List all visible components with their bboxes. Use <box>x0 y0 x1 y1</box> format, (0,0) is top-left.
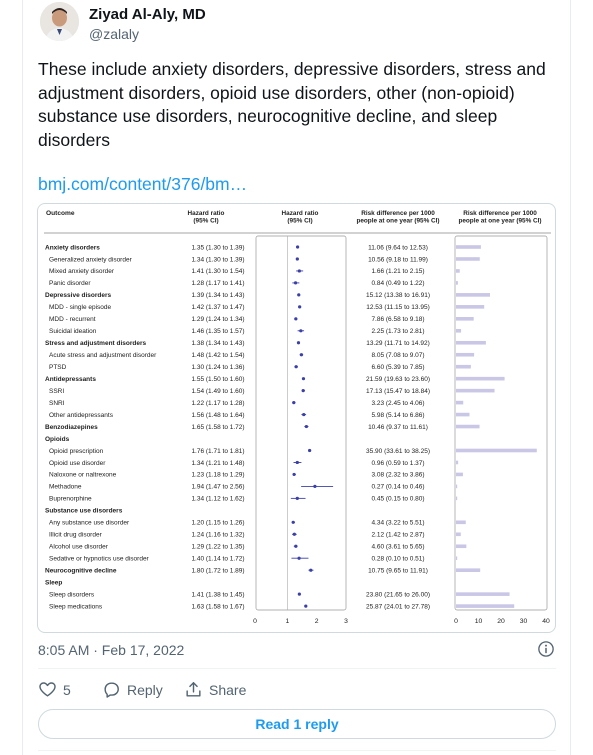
hr-value: 1.42 (1.37 to 1.47) <box>191 304 245 312</box>
row-label: PTSD <box>49 364 67 371</box>
rd-bar <box>456 556 457 560</box>
rd-bar <box>456 401 463 405</box>
row-label: Sleep medications <box>49 603 103 611</box>
hr-point <box>299 329 302 332</box>
bottom-divider <box>38 750 556 751</box>
hr-point <box>292 521 295 524</box>
hr-point <box>292 401 295 404</box>
hr-axis-tick: 2 <box>314 618 319 625</box>
hr-point <box>302 389 305 392</box>
hr-point <box>309 569 312 572</box>
hr-value: 1.34 (1.21 to 1.48) <box>191 459 245 467</box>
hr-value: 1.46 (1.35 to 1.57) <box>191 328 245 336</box>
rd-bar <box>456 532 461 536</box>
hr-point <box>302 413 305 416</box>
hr-value: 1.20 (1.15 to 1.26) <box>191 519 245 527</box>
row-label: Sleep disorders <box>49 591 95 599</box>
rd-value: 0.45 (0.15 to 0.80) <box>371 495 425 503</box>
hr-value: 1.54 (1.49 to 1.60) <box>191 387 245 395</box>
hr-value: 1.76 (1.71 to 1.81) <box>191 447 245 455</box>
rd-bar <box>456 485 457 489</box>
hr-value: 1.39 (1.34 to 1.43) <box>191 292 245 300</box>
row-label: Benzodiazepines <box>45 423 98 431</box>
author-name[interactable]: Ziyad Al-Aly, MD <box>89 6 206 23</box>
row-label: Alcohol use disorder <box>49 543 108 551</box>
hr-value: 1.48 (1.42 to 1.54) <box>191 352 245 360</box>
hr-axis-tick: 0 <box>253 618 257 625</box>
rd-bar <box>456 449 537 453</box>
hr-point <box>297 341 300 344</box>
column-header-rd: people at one year (95% CI) <box>356 217 440 225</box>
row-label: Mixed anxiety disorder <box>49 268 115 276</box>
row-label: Methadone <box>49 483 82 491</box>
row-label: Buprenorphine <box>49 495 92 503</box>
column-header-hr_plot: Hazard ratio <box>281 210 319 217</box>
hr-point <box>313 485 316 488</box>
rd-value: 2.25 (1.73 to 2.81) <box>371 328 425 336</box>
rd-axis-tick: 40 <box>542 618 550 625</box>
hr-value: 1.30 (1.24 to 1.36) <box>191 364 245 371</box>
comment-icon <box>102 680 121 699</box>
tweet-link[interactable]: bmj.com/content/376/bm… <box>38 174 248 194</box>
rd-bar <box>456 281 458 285</box>
rd-value: 3.23 (2.45 to 4.06) <box>371 399 425 407</box>
row-label: SNRI <box>49 399 65 407</box>
rd-bar <box>456 341 486 345</box>
rd-bar <box>456 293 490 297</box>
row-label: Stress and adjustment disorders <box>45 340 147 348</box>
like-count: 5 <box>63 681 71 698</box>
share-label: Share <box>209 681 247 698</box>
rd-bar <box>456 497 457 501</box>
tweet-text: These include anxiety disorders, depressive disorders, stress and adjustment disorders, opioid use disorders, other (non-opioid) substance use disorders, neurocognitive decline, and sleep disorders <box>38 59 546 150</box>
row-label: Opioid use disorder <box>49 459 106 467</box>
rd-value: 11.06 (9.64 to 12.53) <box>368 244 428 252</box>
column-header-rd_plot: Risk difference per 1000 <box>463 210 537 217</box>
info-icon[interactable] <box>537 640 555 658</box>
rd-plot-frame <box>455 236 547 610</box>
divider <box>38 668 556 669</box>
rd-value: 7.86 (6.58 to 9.18) <box>371 316 425 324</box>
rd-bar <box>456 461 458 465</box>
hr-point <box>296 461 299 464</box>
rd-bar <box>456 568 480 572</box>
rd-bar <box>456 329 461 333</box>
tweet-timestamp[interactable]: 8:05 AM · Feb 17, 2022 <box>38 642 185 658</box>
row-label: Generalized anxiety disorder <box>49 256 132 264</box>
row-label: MDD - single episode <box>49 304 112 312</box>
hr-point <box>297 293 300 296</box>
hr-point <box>296 497 299 500</box>
row-label: Neurocognitive decline <box>45 567 117 575</box>
author-handle[interactable]: @zalaly <box>89 26 140 42</box>
row-label: Naloxone or naltrexone <box>49 471 117 479</box>
row-label: Substance use disorders <box>45 507 123 515</box>
row-label: MDD - recurrent <box>49 316 96 324</box>
hr-point <box>294 545 297 548</box>
hr-value: 1.28 (1.17 to 1.41) <box>191 280 245 288</box>
rd-value: 23.80 (21.65 to 26.00) <box>366 591 430 599</box>
rd-value: 0.28 (0.10 to 0.51) <box>371 555 425 563</box>
hr-point <box>294 317 297 320</box>
rd-value: 10.75 (9.65 to 11.91) <box>368 567 428 575</box>
hr-value: 1.34 (1.12 to 1.62) <box>191 495 245 503</box>
column-header-outcome: Outcome <box>46 210 75 217</box>
row-label: Suicidal ideation <box>49 328 97 336</box>
rd-bar <box>456 257 480 261</box>
hr-axis-tick: 3 <box>344 618 348 625</box>
reply-button[interactable] <box>102 680 163 699</box>
row-label: Depressive disorders <box>45 292 112 300</box>
row-label: Anxiety disorders <box>45 244 100 252</box>
rd-bar <box>456 365 471 369</box>
rd-value: 4.60 (3.61 to 5.65) <box>371 543 425 551</box>
hr-value: 1.23 (1.18 to 1.29) <box>191 471 245 479</box>
hr-value: 1.41 (1.38 to 1.45) <box>191 591 245 599</box>
avatar[interactable] <box>40 2 79 41</box>
hr-point <box>297 557 300 560</box>
rd-value: 0.96 (0.59 to 1.37) <box>371 459 425 467</box>
rd-bar <box>456 521 466 525</box>
hr-point <box>292 473 295 476</box>
rd-bar <box>456 604 514 608</box>
hr-value: 1.56 (1.48 to 1.64) <box>191 411 245 419</box>
hr-value: 1.35 (1.30 to 1.39) <box>191 244 245 252</box>
rd-value: 8.05 (7.08 to 9.07) <box>371 352 425 360</box>
rd-value: 13.29 (11.71 to 14.92) <box>366 340 430 348</box>
hr-value: 1.40 (1.14 to 1.72) <box>191 555 245 563</box>
hr-point <box>302 377 305 380</box>
rd-value: 10.56 (9.18 to 11.99) <box>368 256 428 264</box>
rd-bar <box>456 353 474 357</box>
rd-value: 35.90 (33.61 to 38.25) <box>366 447 430 455</box>
rd-value: 17.13 (15.47 to 18.84) <box>366 387 430 395</box>
row-label: Antidepressants <box>45 375 96 383</box>
column-header-hr: Hazard ratio <box>187 210 225 217</box>
column-header-rd: Risk difference per 1000 <box>361 210 435 217</box>
forest-plot-figure[interactable] <box>37 203 556 633</box>
share-icon <box>184 680 203 699</box>
rd-bar <box>456 269 460 273</box>
hr-point <box>305 425 308 428</box>
row-label: Other antidepressants <box>49 411 113 419</box>
hr-point <box>300 353 303 356</box>
row-label: Opioid prescription <box>49 447 104 455</box>
rd-axis-tick: 10 <box>474 618 483 625</box>
hr-value: 1.65 (1.58 to 1.72) <box>191 423 245 431</box>
row-label: Acute stress and adjustment disorder <box>49 352 157 360</box>
forest-plot <box>38 204 556 633</box>
rd-value: 1.66 (1.21 to 2.15) <box>371 268 425 276</box>
rd-bar <box>456 544 466 548</box>
row-label: Sleep <box>45 579 63 587</box>
hr-value: 1.55 (1.50 to 1.60) <box>191 375 245 383</box>
rd-bar <box>456 413 469 417</box>
rd-bar <box>456 305 484 309</box>
hr-value: 1.22 (1.17 to 1.28) <box>191 399 245 407</box>
rd-bar <box>456 245 481 249</box>
rd-bar <box>456 473 463 477</box>
rd-value: 3.08 (2.32 to 3.86) <box>371 471 425 479</box>
row-label: Opioids <box>45 435 70 443</box>
share-button[interactable] <box>184 680 246 699</box>
row-label: Any substance use disorder <box>49 519 130 527</box>
hr-point <box>304 605 307 608</box>
hr-point <box>308 449 311 452</box>
rd-value: 6.60 (5.39 to 7.85) <box>371 364 425 371</box>
heart-icon <box>38 680 57 699</box>
column-header-rd_plot: people at one year (95% CI) <box>458 217 542 225</box>
hr-plot-frame <box>256 236 346 610</box>
hr-point <box>296 245 299 248</box>
hr-point <box>295 365 298 368</box>
rd-bar <box>456 377 505 381</box>
hr-point <box>298 305 301 308</box>
rd-value: 5.98 (5.14 to 6.86) <box>371 411 425 419</box>
read-replies-button[interactable]: Read 1 reply <box>38 709 556 739</box>
column-header-hr_plot: (95% CI) <box>287 217 313 225</box>
rd-bar <box>456 317 474 321</box>
rd-axis-tick: 0 <box>454 618 458 625</box>
rd-value: 4.34 (3.22 to 5.51) <box>371 519 425 527</box>
hr-point <box>293 533 296 536</box>
rd-bar <box>456 592 510 596</box>
hr-value: 1.63 (1.58 to 1.67) <box>191 603 245 611</box>
hr-point <box>298 593 301 596</box>
column-header-hr: (95% CI) <box>193 217 219 225</box>
rd-bar <box>456 425 480 429</box>
rd-axis-tick: 30 <box>519 618 528 625</box>
rd-axis-tick: 20 <box>497 618 505 625</box>
rd-value: 10.46 (9.37 to 11.61) <box>368 423 428 431</box>
hr-value: 1.41 (1.30 to 1.54) <box>191 268 245 276</box>
hr-value: 1.24 (1.16 to 1.32) <box>191 531 245 539</box>
rd-value: 21.59 (19.63 to 23.60) <box>366 375 430 383</box>
row-label: Sedative or hypnotics use disorder <box>49 555 149 563</box>
hr-value: 1.34 (1.30 to 1.39) <box>191 256 245 264</box>
hr-value: 1.29 (1.22 to 1.35) <box>191 543 245 551</box>
rd-value: 2.12 (1.42 to 2.87) <box>371 531 425 539</box>
hr-value: 1.38 (1.34 to 1.43) <box>191 340 245 348</box>
hr-value: 1.80 (1.72 to 1.89) <box>191 567 245 575</box>
reply-label: Reply <box>127 681 163 698</box>
row-label: Illicit drug disorder <box>49 531 102 539</box>
hr-point <box>296 257 299 260</box>
hr-value: 1.94 (1.47 to 2.56) <box>191 483 245 491</box>
rd-bar <box>456 389 495 393</box>
rd-value: 25.87 (24.01 to 27.78) <box>366 603 430 611</box>
rd-value: 0.27 (0.14 to 0.46) <box>371 483 425 491</box>
hr-point <box>294 281 297 284</box>
hr-axis-tick: 1 <box>285 618 290 625</box>
hr-value: 1.29 (1.24 to 1.34) <box>191 316 245 324</box>
rd-value: 15.12 (13.38 to 16.91) <box>366 292 430 300</box>
hr-point <box>298 269 301 272</box>
row-label: Panic disorder <box>49 280 91 288</box>
row-label: SSRI <box>49 387 65 395</box>
rd-value: 12.53 (11.15 to 13.95) <box>366 304 430 312</box>
like-button[interactable] <box>38 680 71 699</box>
rd-value: 0.84 (0.49 to 1.22) <box>371 280 425 288</box>
